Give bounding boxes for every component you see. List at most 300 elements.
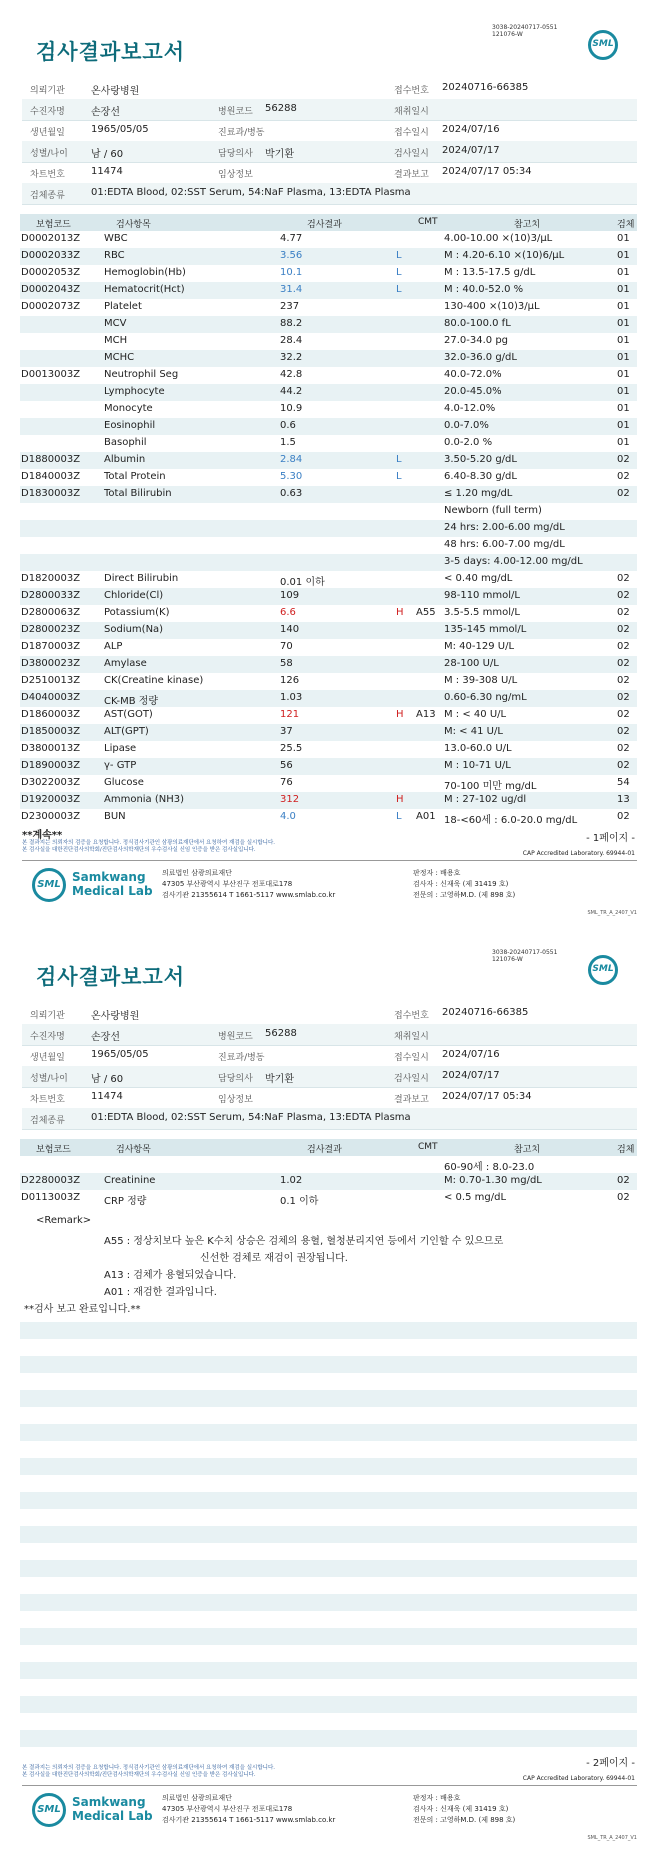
- cell-code: D1920003Z: [21, 794, 81, 805]
- table-row: [20, 469, 637, 486]
- cell-ref: M : 39-308 U/L: [444, 675, 518, 686]
- label-receipt-date: 접수일시: [394, 128, 429, 138]
- cell-cmt: A13: [416, 709, 436, 720]
- value-specimen: 01:EDTA Blood, 02:SST Serum, 54:NaF Plasma, 13:EDTA Plasma: [91, 1112, 411, 1123]
- cell-spec: 02: [617, 624, 630, 635]
- table-row: [20, 656, 637, 673]
- cell-name: ALP: [104, 641, 123, 652]
- label-doctor: 담당의사: [218, 149, 253, 159]
- cell-name: Monocyte: [104, 403, 153, 414]
- cell-name: Platelet: [104, 301, 142, 312]
- cell-result: 1.5: [280, 437, 296, 448]
- value-receipt-date: 2024/07/16: [442, 1049, 500, 1060]
- brand-line2: Medical Lab: [72, 1809, 153, 1823]
- value-doctor: 박기환: [265, 149, 294, 160]
- cell-spec: 01: [617, 335, 630, 346]
- remark-a55-line1: A55 : 정상치보다 높은 K수치 상승은 검체의 용혈, 혈청분리지연 등에서 기인할 수 있으므로: [104, 1236, 504, 1247]
- cell-result: 0.01 이하: [280, 577, 325, 588]
- cell-name: Potassium(K): [104, 607, 170, 618]
- cell-name: Total Protein: [104, 471, 166, 482]
- th-cmt: CMT: [418, 1142, 438, 1152]
- cell-name: Basophil: [104, 437, 147, 448]
- footer-org: 의료법인 삼광의료재단: [162, 869, 232, 877]
- continued-marker: **계속**: [22, 830, 63, 841]
- empty-row: [20, 1594, 637, 1611]
- th-code: 보험코드: [36, 1145, 71, 1155]
- cell-spec: 02: [617, 726, 630, 737]
- cell-spec: 01: [617, 301, 630, 312]
- header-row-6: [22, 183, 637, 205]
- label-hosp-code: 병원코드: [218, 1032, 253, 1042]
- cell-result: 10.1: [280, 267, 303, 278]
- cell-ref: 135-145 mmol/L: [444, 624, 527, 635]
- footer-signatures: [413, 868, 515, 901]
- table-row: [20, 554, 637, 571]
- cell-spec: 02: [617, 811, 630, 822]
- cell-ref: 80.0-100.0 fL: [444, 318, 511, 329]
- cell-code: D0113003Z: [21, 1192, 81, 1203]
- cell-spec: 02: [617, 471, 630, 482]
- th-ref: 참고치: [514, 220, 541, 230]
- cell-cmt: A01: [416, 811, 436, 822]
- th-result: 검사결과: [307, 220, 342, 230]
- cell-code: D2800063Z: [21, 607, 81, 618]
- table-row: [20, 265, 637, 282]
- cell-ref: 28-100 U/L: [444, 658, 499, 669]
- table-row: [20, 520, 637, 537]
- doc-code-line2: 121076-W: [492, 31, 523, 38]
- cell-ref: 0.0-7.0%: [444, 420, 489, 431]
- cell-ref: 60-90세 : 8.0-23.0: [444, 1162, 535, 1173]
- footer-contact: 검사기관 21355614 T 1661-5117 www.smlab.co.kr: [162, 1816, 336, 1824]
- th-spec: 검체: [617, 220, 635, 230]
- table-row: [20, 367, 637, 384]
- empty-row: [20, 1424, 637, 1441]
- cell-result: 5.30: [280, 471, 303, 482]
- cell-ref: ≤ 1.20 mg/dL: [444, 488, 513, 499]
- page-number-2: - 2페이지 -: [586, 1758, 635, 1769]
- cap-accreditation: CAP Accredited Laboratory. 69944-01: [522, 850, 635, 857]
- label-patient: 수진자명: [30, 1032, 65, 1042]
- cell-code: D1890003Z: [21, 760, 81, 771]
- cell-spec: 02: [617, 454, 630, 465]
- value-report-date: 2024/07/17 05:34: [442, 166, 532, 177]
- empty-row: [20, 1696, 637, 1713]
- label-hosp-code: 병원코드: [218, 107, 253, 117]
- footer-divider: [22, 1785, 637, 1786]
- cell-spec: 01: [617, 403, 630, 414]
- table-row: [20, 724, 637, 741]
- table-row: [20, 741, 637, 758]
- report-title: 검사결과보고서: [36, 965, 186, 989]
- cell-spec: 01: [617, 352, 630, 363]
- label-patient: 수진자명: [30, 107, 65, 117]
- table-row: [20, 707, 637, 724]
- th-result: 검사결과: [307, 1145, 342, 1155]
- footer-sign2: 검사자 : 신재욱 (제 31419 호): [413, 880, 509, 888]
- cell-name: RBC: [104, 250, 125, 261]
- cell-code: D0002013Z: [21, 233, 81, 244]
- cell-flag: H: [396, 794, 404, 805]
- cell-result: 312: [280, 794, 300, 805]
- cell-ref: < 0.40 mg/dL: [444, 573, 513, 584]
- label-hospital: 의뢰기관: [30, 86, 65, 96]
- cell-name: Chloride(Cl): [104, 590, 164, 601]
- footer-sign1: 판정자 : 배용호: [413, 869, 461, 877]
- value-sex-age: 남 / 60: [91, 1074, 124, 1085]
- cell-ref: M: 0.70-1.30 mg/dL: [444, 1175, 542, 1186]
- remark-a55-line2: 신선한 검체로 재검이 권장됩니다.: [200, 1253, 348, 1264]
- header-row-2: [22, 99, 637, 121]
- label-chart-no: 차트번호: [30, 170, 65, 180]
- cell-flag: L: [396, 471, 402, 482]
- cell-ref: 24 hrs: 2.00-6.00 mg/dL: [444, 522, 565, 533]
- cell-spec: 02: [617, 675, 630, 686]
- cell-ref: 6.40-8.30 g/dL: [444, 471, 517, 482]
- th-code: 보험코드: [36, 220, 71, 230]
- cell-result: 0.1 이하: [280, 1196, 319, 1207]
- cell-ref: < 0.5 mg/dL: [444, 1192, 507, 1203]
- remark-a13: A13 : 검체가 용혈되었습니다.: [104, 1270, 237, 1281]
- th-name: 검사항목: [116, 1145, 151, 1155]
- cell-result: 1.02: [280, 1175, 303, 1186]
- value-chart-no: 11474: [91, 166, 123, 177]
- sml-circle-logo: [32, 1793, 66, 1827]
- label-clinical: 임상정보: [218, 1095, 253, 1105]
- table-row: [20, 690, 637, 707]
- empty-row: [20, 1730, 637, 1747]
- empty-row: [20, 1560, 637, 1577]
- table-row: [20, 282, 637, 299]
- table-row: [20, 333, 637, 350]
- footer-org-info: [162, 1793, 335, 1826]
- cell-ref: 3-5 days: 4.00-12.00 mg/dL: [444, 556, 583, 567]
- th-spec: 검체: [617, 1145, 635, 1155]
- cell-result: 31.4: [280, 284, 303, 295]
- cell-result: 140: [280, 624, 300, 635]
- cell-ref: 13.0-60.0 U/L: [444, 743, 512, 754]
- cell-name: ALT(GPT): [104, 726, 149, 737]
- cell-result: 126: [280, 675, 300, 686]
- cell-code: D0002043Z: [21, 284, 81, 295]
- table-row: [20, 588, 637, 605]
- label-specimen: 검체종류: [30, 1116, 65, 1126]
- cell-spec: 02: [617, 709, 630, 720]
- cell-spec: 01: [617, 386, 630, 397]
- doc-code-line1: 3038-20240717-0551: [492, 24, 558, 31]
- cell-name: MCH: [104, 335, 128, 346]
- label-sex-age: 성별/나이: [30, 149, 68, 159]
- footer-address: 47305 부산광역시 부산진구 전포대로178: [162, 880, 293, 888]
- cell-spec: 01: [617, 233, 630, 244]
- cell-spec: 54: [617, 777, 630, 788]
- cell-result: 2.84: [280, 454, 303, 465]
- empty-row: [20, 1492, 637, 1509]
- cell-result: 56: [280, 760, 293, 771]
- cell-result: 0.6: [280, 420, 296, 431]
- cell-name: Eosinophil: [104, 420, 156, 431]
- sml-circle-logo: [32, 868, 66, 902]
- table-row: [20, 452, 637, 469]
- table-row: [20, 809, 637, 826]
- logo-text: SML: [592, 964, 614, 974]
- cell-spec: 02: [617, 1192, 630, 1203]
- footer-sign3: 전문의 : 고영하M.D. (제 898 호): [413, 1816, 516, 1824]
- footer-note-line2: 본 검사실을 대한진단검사의학회/진단검사의학재단의 우수검사실 신임 인증을 받은 검사실입니다.: [22, 847, 256, 853]
- cell-spec: 02: [617, 658, 630, 669]
- table-row: [20, 1156, 637, 1173]
- page-number-1: - 1페이지 -: [586, 833, 635, 844]
- value-dob: 1965/05/05: [91, 124, 149, 135]
- cell-ref: Newborn (full term): [444, 505, 542, 516]
- cell-name: CK-MB 정량: [104, 696, 159, 707]
- remark-title: <Remark>: [36, 1215, 92, 1226]
- footer-address: 47305 부산광역시 부산진구 전포대로178: [162, 1805, 293, 1813]
- cell-result: 237: [280, 301, 300, 312]
- footer-logo-text: SML: [37, 1804, 61, 1815]
- value-hospital: 온사랑병원: [91, 1011, 140, 1022]
- cell-name: Sodium(Na): [104, 624, 164, 635]
- label-reception-no: 접수번호: [394, 86, 429, 96]
- cell-name: Albumin: [104, 454, 146, 465]
- table-row: [20, 231, 637, 248]
- value-dob: 1965/05/05: [91, 1049, 149, 1060]
- cell-name: CK(Creatine kinase): [104, 675, 204, 686]
- cell-result: 76: [280, 777, 293, 788]
- document-code: [492, 24, 557, 38]
- header-row-5: [22, 162, 637, 184]
- cell-spec: 02: [617, 590, 630, 601]
- value-reception-no: 20240716-66385: [442, 82, 529, 93]
- sml-logo: [588, 30, 618, 60]
- value-sex-age: 남 / 60: [91, 149, 124, 160]
- table-row: [20, 299, 637, 316]
- cell-code: D1840003Z: [21, 471, 81, 482]
- table-row: [20, 775, 637, 792]
- empty-row: [20, 1526, 637, 1543]
- value-chart-no: 11474: [91, 1091, 123, 1102]
- cell-ref: 130-400 ×(10)3/μL: [444, 301, 540, 312]
- table-row: [20, 1173, 637, 1190]
- cell-spec: 01: [617, 420, 630, 431]
- cell-name: AST(GOT): [104, 709, 153, 720]
- th-name: 검사항목: [116, 220, 151, 230]
- label-reception-no: 접수번호: [394, 1011, 429, 1021]
- cell-name: Total Bilirubin: [104, 488, 172, 499]
- empty-row: [20, 1458, 637, 1475]
- footer-org-info: [162, 868, 335, 901]
- cell-code: D0002073Z: [21, 301, 81, 312]
- cell-result: 0.63: [280, 488, 303, 499]
- label-sex-age: 성별/나이: [30, 1074, 68, 1084]
- cell-cmt: A55: [416, 607, 436, 618]
- footer-divider: [22, 860, 637, 861]
- cell-ref: 70-100 미만 mg/dL: [444, 781, 537, 792]
- cell-result: 25.5: [280, 743, 303, 754]
- value-doctor: 박기환: [265, 1074, 294, 1085]
- cell-name: MCV: [104, 318, 127, 329]
- cell-result: 70: [280, 641, 293, 652]
- cell-name: Hemoglobin(Hb): [104, 267, 186, 278]
- th-ref: 참고치: [514, 1145, 541, 1155]
- cell-spec: 01: [617, 437, 630, 448]
- table-row: [20, 639, 637, 656]
- value-report-date: 2024/07/17 05:34: [442, 1091, 532, 1102]
- cell-result: 44.2: [280, 386, 303, 397]
- cell-name: Direct Bilirubin: [104, 573, 179, 584]
- value-patient: 손장선: [91, 107, 120, 118]
- header-row-6: [22, 1108, 637, 1130]
- cell-code: D2300003Z: [21, 811, 81, 822]
- cell-spec: 13: [617, 794, 630, 805]
- cell-flag: H: [396, 709, 404, 720]
- table-row: [20, 673, 637, 690]
- cell-ref: M : 10-71 U/L: [444, 760, 511, 771]
- label-receipt-date: 접수일시: [394, 1053, 429, 1063]
- cell-ref: M: 40-129 U/L: [444, 641, 515, 652]
- empty-row: [20, 1322, 637, 1339]
- footer-sign3: 전문의 : 고영하M.D. (제 898 호): [413, 891, 516, 899]
- doc-code-line1: 3038-20240717-0551: [492, 949, 558, 956]
- footer-contact: 검사기관 21355614 T 1661-5117 www.smlab.co.kr: [162, 891, 336, 899]
- empty-row: [20, 1356, 637, 1373]
- table-row: [20, 435, 637, 452]
- table-header: [20, 214, 637, 231]
- table-header: [20, 1139, 637, 1156]
- cell-name: Hematocrit(Hct): [104, 284, 185, 295]
- value-test-date: 2024/07/17: [442, 145, 500, 156]
- cell-spec: 02: [617, 573, 630, 584]
- cell-result: 4.0: [280, 811, 296, 822]
- cell-result: 28.4: [280, 335, 303, 346]
- report-title: 검사결과보고서: [36, 40, 186, 64]
- cell-code: D0013003Z: [21, 369, 81, 380]
- cell-ref: 18-<60세 : 6.0-20.0 mg/dL: [444, 815, 578, 826]
- value-reception-no: 20240716-66385: [442, 1007, 529, 1018]
- footer-sign1: 판정자 : 배용호: [413, 1794, 461, 1802]
- table-row: [20, 1190, 637, 1207]
- cell-code: D2510013Z: [21, 675, 81, 686]
- table-row: [20, 605, 637, 622]
- cell-spec: 01: [617, 369, 630, 380]
- cell-code: D1850003Z: [21, 726, 81, 737]
- cell-spec: 02: [617, 692, 630, 703]
- cell-ref: 4.0-12.0%: [444, 403, 496, 414]
- cell-flag: L: [396, 454, 402, 465]
- report-complete: **검사 보고 완료입니다.**: [24, 1304, 141, 1315]
- table-row: [20, 486, 637, 503]
- cell-ref: 3.50-5.20 g/dL: [444, 454, 517, 465]
- brand-line1: Samkwang: [72, 870, 146, 884]
- header-row-2: [22, 1024, 637, 1046]
- value-patient: 손장선: [91, 1032, 120, 1043]
- header-row-4: [22, 1066, 637, 1088]
- cell-spec: 02: [617, 641, 630, 652]
- label-dept: 진료과/병동: [218, 1053, 265, 1063]
- cell-code: D3800013Z: [21, 743, 81, 754]
- cell-ref: 40.0-72.0%: [444, 369, 502, 380]
- label-chart-no: 차트번호: [30, 1095, 65, 1105]
- label-test-date: 검사일시: [394, 1074, 429, 1084]
- cell-ref: M: < 41 U/L: [444, 726, 503, 737]
- cell-name: Neutrophil Seg: [104, 369, 179, 380]
- value-hospital: 온사랑병원: [91, 86, 140, 97]
- header-row-5: [22, 1087, 637, 1109]
- cell-name: Lymphocyte: [104, 386, 165, 397]
- table-row: [20, 571, 637, 588]
- cell-ref: 98-110 mmol/L: [444, 590, 520, 601]
- cell-ref: 4.00-10.00 ×(10)3/μL: [444, 233, 553, 244]
- cell-name: Glucose: [104, 777, 144, 788]
- cell-result: 37: [280, 726, 293, 737]
- cell-spec: 02: [617, 1175, 630, 1186]
- label-dob: 생년월일: [30, 1053, 65, 1063]
- cell-spec: 02: [617, 760, 630, 771]
- cell-code: D2800023Z: [21, 624, 81, 635]
- value-test-date: 2024/07/17: [442, 1070, 500, 1081]
- label-test-date: 검사일시: [394, 149, 429, 159]
- label-clinical: 임상정보: [218, 170, 253, 180]
- value-specimen: 01:EDTA Blood, 02:SST Serum, 54:NaF Plasma, 13:EDTA Plasma: [91, 187, 411, 198]
- cell-spec: 01: [617, 267, 630, 278]
- cell-result: 3.56: [280, 250, 303, 261]
- cell-name: Creatinine: [104, 1175, 156, 1186]
- cell-ref: 27.0-34.0 pg: [444, 335, 509, 346]
- value-hosp-code: 56288: [265, 103, 297, 114]
- cell-ref: 20.0-45.0%: [444, 386, 502, 397]
- cell-spec: 01: [617, 284, 630, 295]
- table-row: [20, 758, 637, 775]
- cell-flag: L: [396, 284, 402, 295]
- cell-flag: L: [396, 250, 402, 261]
- header-row-3: [22, 1045, 637, 1067]
- cell-spec: 02: [617, 743, 630, 754]
- cell-ref: 3.5-5.5 mmol/L: [444, 607, 520, 618]
- form-code: SML_TR_A_2407_V1: [587, 910, 637, 916]
- cell-code: D1820003Z: [21, 573, 81, 584]
- cell-ref: M : 40.0-52.0 %: [444, 284, 524, 295]
- cell-code: D1860003Z: [21, 709, 81, 720]
- cell-name: BUN: [104, 811, 126, 822]
- cell-result: 4.77: [280, 233, 303, 244]
- cell-flag: L: [396, 267, 402, 278]
- sml-logo: [588, 955, 618, 985]
- cell-code: D3022003Z: [21, 777, 81, 788]
- cell-code: D1880003Z: [21, 454, 81, 465]
- remark-a01: A01 : 재검한 결과입니다.: [104, 1287, 217, 1298]
- label-hospital: 의뢰기관: [30, 1011, 65, 1021]
- empty-row: [20, 1662, 637, 1679]
- cell-result: 121: [280, 709, 300, 720]
- document-code-p2: [492, 949, 557, 963]
- footer-logo-text: SML: [37, 879, 61, 890]
- footer-note: [22, 840, 275, 854]
- cell-ref: M : 13.5-17.5 g/dL: [444, 267, 536, 278]
- cell-code: D3800023Z: [21, 658, 81, 669]
- header-row-1: [22, 78, 637, 100]
- footer-note-line1: 본 결과지는 의뢰자의 검증을 요청합니다. 정식검사기관인 삼광의료재단에서 요청하여 재검을 실시합니다.: [22, 1765, 276, 1771]
- label-report-date: 결과보고: [394, 1095, 429, 1105]
- table-row: [20, 384, 637, 401]
- cell-name: Amylase: [104, 658, 147, 669]
- cell-code: D2800033Z: [21, 590, 81, 601]
- footer-note-line2: 본 검사실을 대한진단검사의학회/진단검사의학재단의 우수검사실 신임 인증을 받은 검사실입니다.: [22, 1772, 256, 1778]
- cell-name: Lipase: [104, 743, 137, 754]
- cell-code: D0002033Z: [21, 250, 81, 261]
- cell-name: γ- GTP: [104, 760, 137, 771]
- th-cmt: CMT: [418, 217, 438, 227]
- cell-spec: 01: [617, 250, 630, 261]
